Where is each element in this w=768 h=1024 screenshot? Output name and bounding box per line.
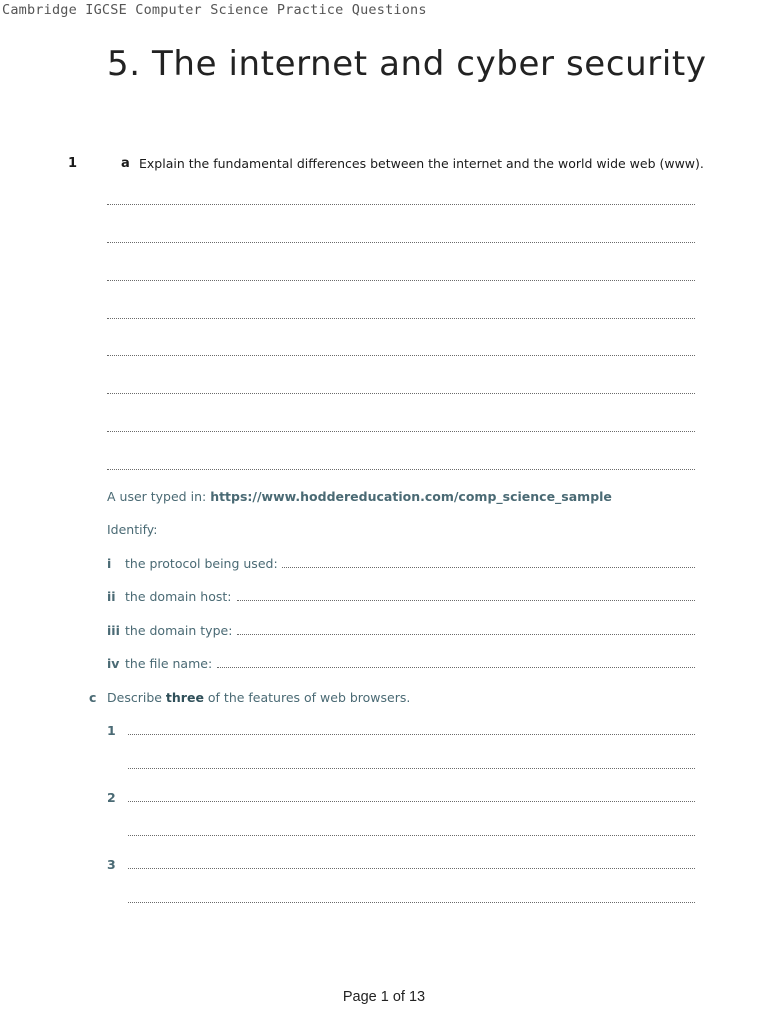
answer-line[interactable] (282, 567, 695, 568)
answer-line[interactable] (107, 242, 695, 243)
answer-line[interactable] (107, 469, 695, 470)
part-b-item-label: the file name: (125, 656, 213, 671)
chapter-title: 5. The internet and cyber security (107, 44, 707, 84)
answer-line[interactable] (217, 667, 695, 668)
answer-line[interactable] (128, 768, 695, 769)
answer-line[interactable] (107, 431, 695, 432)
part-c-text-before: Describe (107, 690, 166, 705)
part-a-prompt: Explain the fundamental differences between the internet and the world wide web (www). (139, 156, 704, 171)
part-b-item-numeral: iv (107, 656, 120, 671)
question-number: 1 (68, 156, 78, 171)
answer-line[interactable] (128, 801, 695, 802)
part-a-letter: a (121, 156, 130, 171)
answer-line[interactable] (128, 835, 695, 836)
answer-number: 2 (107, 790, 116, 805)
answer-number: 3 (107, 857, 116, 872)
part-b-item-label: the protocol being used: (125, 556, 278, 571)
part-c-prompt (107, 690, 410, 705)
part-b-item-numeral: ii (107, 589, 116, 604)
part-b-intro-prefix: A user typed in: (107, 489, 211, 504)
answer-line[interactable] (237, 634, 695, 635)
identify-label: Identify: (107, 522, 158, 537)
answer-line[interactable] (107, 355, 695, 356)
part-b-url: https://www.hoddereducation.com/comp_science_sample (210, 489, 612, 504)
answer-line[interactable] (128, 734, 695, 735)
running-header: Cambridge IGCSE Computer Science Practice Questions (2, 2, 427, 18)
part-b-item-numeral: iii (107, 623, 120, 638)
answer-number: 1 (107, 723, 116, 738)
answer-line[interactable] (128, 868, 695, 869)
answer-line[interactable] (107, 318, 695, 319)
part-c-letter: c (89, 690, 97, 705)
page-footer: Page 1 of 13 (342, 989, 426, 1005)
part-b-intro (107, 489, 612, 504)
answer-line[interactable] (107, 393, 695, 394)
part-b-item-label: the domain type: (125, 623, 233, 638)
part-c-text-bold: three (165, 690, 204, 705)
part-c-text-after: of the features of web browsers. (203, 690, 411, 705)
answer-line[interactable] (107, 280, 695, 281)
answer-line[interactable] (237, 600, 695, 601)
part-b-item-numeral: i (107, 556, 112, 571)
part-b-item-label: the domain host: (125, 589, 232, 604)
answer-line[interactable] (128, 902, 695, 903)
answer-line[interactable] (107, 204, 695, 205)
